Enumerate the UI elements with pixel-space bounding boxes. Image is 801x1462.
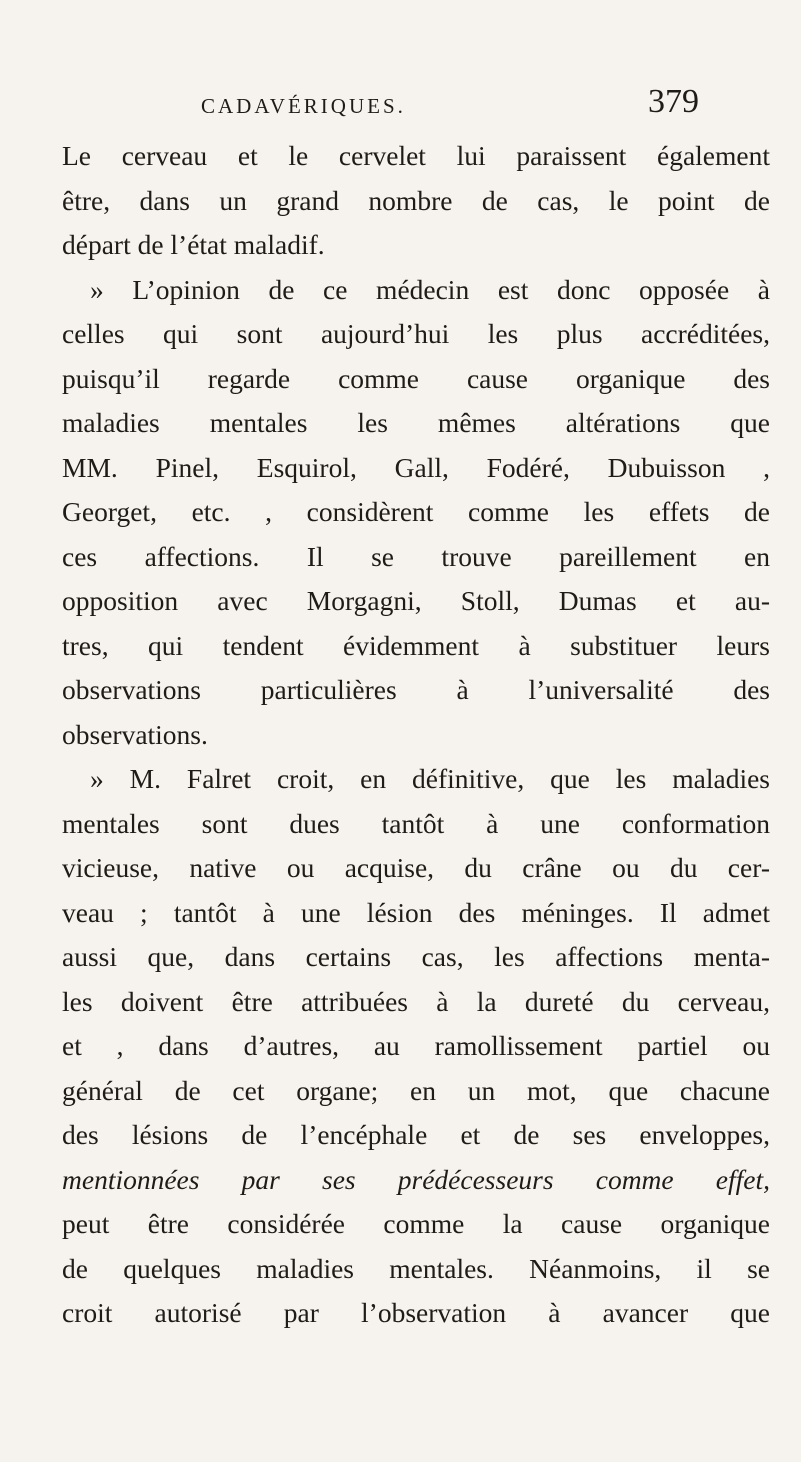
text-line: observations. [62, 718, 208, 750]
text-line: ces affections. Il se trouve pareillement en [62, 540, 770, 572]
running-head: CADAVÉRIQUES. [201, 94, 406, 118]
text-line: les doivent être attribuées à la dureté du cerveau, [62, 985, 770, 1017]
text-line: » M. Falret croit, en définitive, que les maladies [90, 763, 770, 794]
text-line: opposition avec Morgagni, Stoll, Dumas et au- [62, 585, 770, 616]
text-line: tres, qui tendent évidemment à substituer leurs [62, 629, 770, 661]
text-line: maladies mentales les mêmes altérations que [62, 407, 770, 438]
text-line: observations particulières à l’universalité des [62, 674, 770, 705]
text-line: des lésions de l’encéphale et de ses enveloppes, [62, 1119, 770, 1150]
text-line: et , dans d’autres, au ramollissement partiel ou [62, 1030, 770, 1061]
text-line: général de cet organe; en un mot, que chacune [62, 1074, 770, 1106]
page-number: 379 [648, 83, 699, 120]
text-line: veau ; tantôt à une lésion des méninges. Il admet [62, 896, 770, 928]
text-line: Le cerveau et le cervelet lui paraissent également [62, 140, 770, 171]
page-header [0, 83, 801, 126]
text-line: » L’opinion de ce médecin est donc opposée à [90, 273, 770, 305]
text-line: Georget, etc. , considèrent comme les effets de [62, 496, 770, 527]
text-line: mentales sont dues tantôt à une conformation [62, 807, 770, 839]
text-line: départ de l’état maladif. [62, 229, 325, 260]
text-line: vicieuse, native ou acquise, du crâne ou du cer- [62, 852, 770, 883]
text-line: MM. Pinel, Esquirol, Gall, Fodéré, Dubuisson , [62, 451, 770, 483]
text-line: celles qui sont aujourd’hui les plus accréditées, [62, 318, 770, 349]
text-line: peut être considérée comme la cause organique [62, 1208, 770, 1239]
body-text [62, 134, 770, 1336]
text-line: de quelques maladies mentales. Néanmoins, il se [62, 1252, 770, 1284]
text-line: aussi que, dans certains cas, les affections menta- [62, 941, 770, 972]
text-line: puisqu’il regarde comme cause organique des [62, 362, 770, 394]
italic-text-line: mentionnées par ses prédécesseurs comme effet, [62, 1163, 770, 1195]
text-line: être, dans un grand nombre de cas, le point de [62, 184, 770, 216]
text-line: croit autorisé par l’observation à avancer que [62, 1297, 770, 1328]
